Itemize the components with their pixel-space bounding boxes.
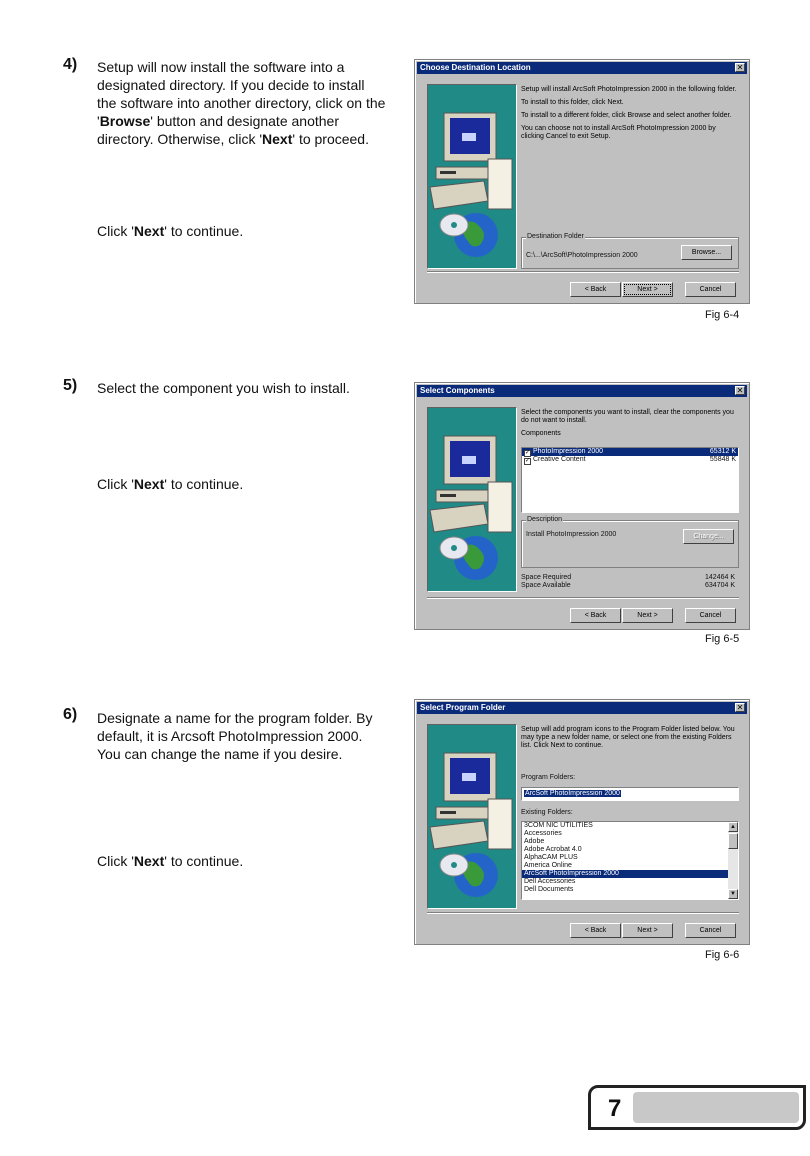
list-item[interactable]: Adobe Acrobat 4.0 (524, 846, 582, 853)
program-folder-dialog (414, 699, 750, 945)
components-dialog (414, 382, 750, 630)
info-text: Select the components you want to install, clear the components you do not want to install. (521, 409, 734, 424)
setup-illustration (427, 84, 517, 269)
next-button[interactable]: Next > (622, 282, 673, 297)
computer-globe-icon (428, 725, 516, 908)
step-number: 5) (63, 377, 78, 394)
figure-caption: Fig 6-5 (705, 633, 740, 645)
scroll-down-icon[interactable]: ▼ (728, 889, 738, 899)
info-text: To install to a different folder, click Browse and select another folder. (521, 112, 732, 119)
dialog-body (521, 409, 739, 438)
step-number: 6) (63, 706, 78, 723)
list-item[interactable]: ✓ PhotoImpression 2000 65312 K (522, 448, 738, 456)
destination-folder-group (521, 233, 739, 269)
list-item[interactable]: Dell Accessories (524, 878, 576, 885)
checkbox-icon[interactable]: ✓ (525, 450, 531, 456)
step-instructions: Setup will now install the software into a designated directory. If you decide to install the software into another directory, click on the 'Browse' button and designate another directory. Otherwise, click 'Next' to proceed. (97, 59, 386, 147)
list-item[interactable]: ArcSoft PhotoImpression 2000 (522, 870, 738, 878)
divider (427, 597, 739, 599)
browse-button[interactable]: Browse... (681, 245, 732, 260)
computer-globe-icon (428, 85, 516, 268)
checkbox-icon[interactable]: ✓ (525, 458, 531, 464)
info-text: Setup will install ArcSoft PhotoImpression 2000 in the following folder. (521, 86, 737, 93)
destination-dialog (414, 59, 750, 304)
close-icon[interactable]: ✕ (736, 386, 744, 395)
cancel-button[interactable]: Cancel (685, 923, 736, 938)
next-button[interactable]: Next > (622, 923, 673, 938)
existing-folders-list[interactable] (521, 821, 739, 900)
scroll-up-icon[interactable]: ▲ (728, 822, 738, 832)
list-item[interactable]: Adobe (524, 838, 545, 845)
components-list[interactable] (521, 447, 739, 513)
scroll-thumb[interactable] (728, 833, 738, 849)
back-button[interactable]: < Back (570, 923, 621, 938)
divider (427, 912, 739, 914)
existing-folders-label: Existing Folders: (521, 809, 573, 816)
list-item[interactable]: America Online (524, 862, 572, 869)
page-tab-bar (633, 1092, 799, 1123)
group-label: Description (527, 516, 563, 523)
list-item[interactable]: Dell Documents (524, 886, 574, 893)
list-item[interactable]: 3COM NIC UTILITIES (524, 822, 593, 829)
program-folder-input[interactable] (521, 787, 739, 801)
computer-globe-icon (428, 408, 516, 591)
list-item[interactable]: AlphaCAM PLUS (524, 854, 578, 861)
description-text: Install PhotoImpression 2000 (526, 531, 617, 538)
back-button[interactable]: < Back (570, 608, 621, 623)
cancel-button[interactable]: Cancel (685, 608, 736, 623)
dialog-titlebar: Select Program Folder ✕ (417, 702, 747, 714)
setup-illustration (427, 724, 517, 909)
setup-illustration (427, 407, 517, 592)
program-folder-value: ArcSoft PhotoImpression 2000 (525, 790, 620, 797)
divider (427, 271, 739, 273)
figure-caption: Fig 6-6 (705, 949, 740, 961)
click-next-instruction: Click 'Next' to continue. (97, 476, 244, 492)
page-number: 7 (608, 1095, 622, 1122)
description-group (521, 516, 739, 568)
group-label: Destination Folder (527, 233, 584, 240)
cancel-button[interactable]: Cancel (685, 282, 736, 297)
click-next-instruction: Click 'Next' to continue. (97, 223, 244, 239)
dialog-titlebar: Select Components ✕ (417, 385, 747, 397)
info-text: You can choose not to install ArcSoft PhotoImpression 2000 by clicking Cancel to exit Setup. (521, 125, 716, 140)
step-number: 4) (63, 56, 78, 73)
close-icon[interactable]: ✕ (736, 63, 744, 72)
next-button[interactable]: Next > (622, 608, 673, 623)
step-instructions: Select the component you wish to install. (97, 380, 350, 396)
step-instructions: Designate a name for the program folder. By default, it is Arcsoft PhotoImpression 2000. You can change the name if you desire. (97, 710, 373, 762)
figure-caption: Fig 6-4 (705, 309, 740, 321)
list-item[interactable]: Accessories (524, 830, 562, 837)
info-text: Setup will add program icons to the Program Folder listed below. You may type a new folder name, or select one from the existing Folders list. Click Next to continue. (521, 726, 735, 749)
dialog-titlebar: Choose Destination Location ✕ (417, 62, 747, 74)
dialog-body (521, 726, 739, 755)
list-scrollbar[interactable] (728, 822, 738, 899)
program-folders-label: Program Folders: (521, 774, 576, 781)
info-text: To install to this folder, click Next. (521, 99, 624, 106)
close-icon[interactable]: ✕ (736, 703, 744, 712)
components-label: Components (521, 430, 561, 437)
dialog-body (521, 86, 739, 146)
change-button[interactable]: Change... (683, 529, 734, 544)
list-item[interactable]: ✓ Creative Content 55848 K (525, 456, 736, 464)
page-number-tab (588, 1085, 806, 1130)
back-button[interactable]: < Back (570, 282, 621, 297)
space-summary: Space Required 142464 K Space Available 634704 K (521, 574, 735, 589)
click-next-instruction: Click 'Next' to continue. (97, 853, 244, 869)
destination-path: C:\...\ArcSoft\PhotoImpression 2000 (526, 252, 638, 259)
